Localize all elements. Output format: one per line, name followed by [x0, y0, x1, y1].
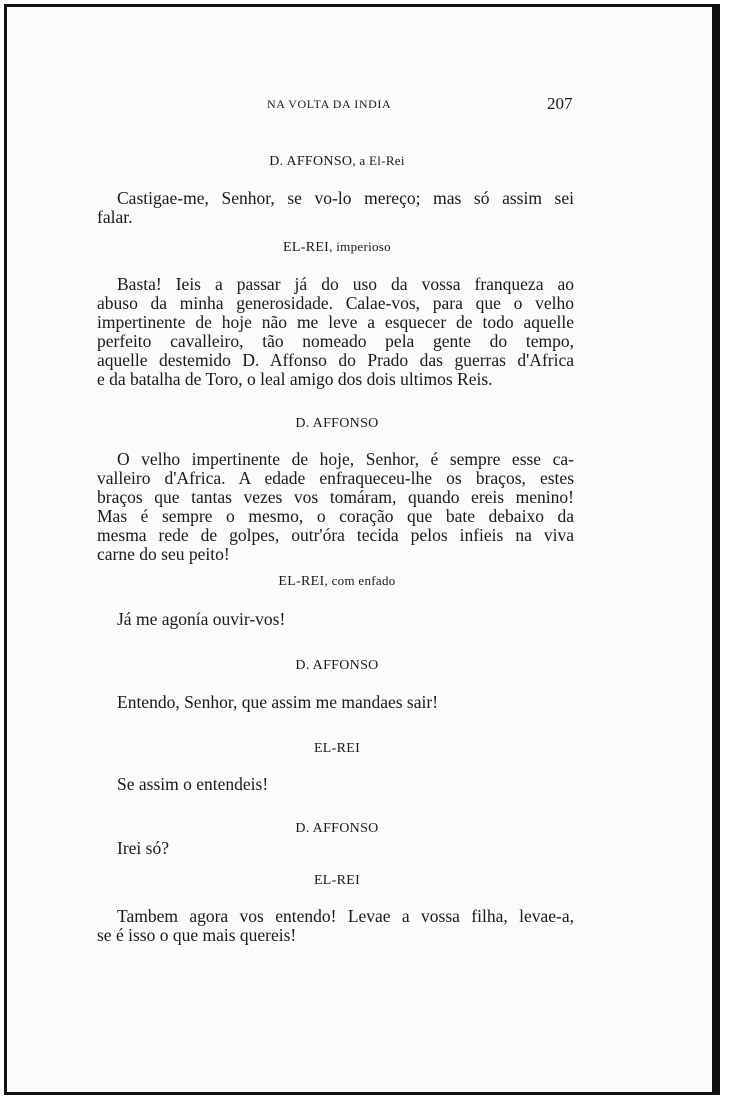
stage-direction: , com enfado: [324, 573, 396, 588]
page-header: [7, 94, 712, 117]
text-line: perfeito cavalleiro, tão nomeado pela gente do tempo,: [97, 331, 574, 351]
speaker-name: EL-REI: [313, 873, 361, 888]
speaker-heading: [107, 820, 567, 837]
stage-direction: , imperioso: [329, 239, 391, 254]
text-line: e da batalha de Toro, o leal amigo dos dois ultimos Reis.: [97, 369, 493, 389]
speaker-heading: [107, 573, 567, 590]
speaker-heading: [107, 239, 567, 256]
dialogue-paragraph: [97, 839, 574, 858]
speaker-name: D. AFFONSO: [295, 658, 379, 673]
text-line: Entendo, Senhor, que assim me mandaes sair!: [117, 692, 439, 712]
dialogue-paragraph: [97, 610, 574, 629]
text-line: se é isso o que mais quereis!: [97, 925, 297, 945]
text-line: Irei só?: [117, 838, 169, 858]
speaker-name: D. AFFONSO: [269, 154, 353, 169]
speaker-name: EL-REI: [278, 574, 325, 589]
text-line: Castigae-me, Senhor, se vo-lo mereço; mas só assim sei: [117, 188, 574, 208]
speaker-heading: [107, 740, 567, 757]
text-line: carne do seu peito!: [97, 544, 230, 564]
page-number: 207: [547, 94, 573, 113]
text-line: braços que tantas vezes vos tomáram, quando ereis menino!: [97, 487, 574, 507]
text-line: aquelle destemido D. Affonso do Prado das guerras d'Africa: [97, 350, 574, 370]
text-line: Já me agonía ouvir-vos!: [117, 609, 286, 629]
speaker-heading: [107, 657, 567, 674]
speaker-name: EL-REI: [283, 240, 330, 255]
speaker-name: EL-REI: [313, 741, 361, 756]
running-title: NA VOLTA DA INDIA: [267, 97, 392, 111]
dialogue-paragraph: [97, 189, 574, 227]
text-line: Se assim o entendeis!: [117, 774, 269, 794]
text-line: Basta! Ieis a passar já do uso da vossa franqueza ao: [117, 274, 574, 294]
speaker-heading: [107, 415, 567, 432]
text-line: impertinente de hoje não me leve a esquecer de todo aquelle: [97, 312, 574, 332]
text-line: Tambem agora vos entendo! Levae a vossa filha, levae-a,: [117, 906, 574, 926]
text-line: mesma rede de golpes, outr'óra tecida pelos infieis na viva: [97, 525, 574, 545]
text-line: O velho impertinente de hoje, Senhor, é sempre esse ca-: [117, 449, 574, 469]
stage-direction: , a El-Rei: [352, 153, 405, 168]
speaker-name: D. AFFONSO: [295, 416, 379, 431]
speaker-heading: [107, 153, 567, 170]
dialogue-paragraph: [97, 450, 574, 564]
dialogue-paragraph: [97, 275, 574, 389]
dialogue-paragraph: [97, 775, 574, 794]
dialogue-paragraph: [97, 693, 574, 712]
speaker-name: D. AFFONSO: [295, 821, 379, 836]
text-line: falar.: [97, 207, 133, 227]
text-line: abuso da minha generosidade. Calae-vos, para que o velho: [97, 293, 574, 313]
speaker-heading: [107, 872, 567, 889]
book-page: [4, 4, 720, 1095]
text-line: Mas é sempre o mesmo, o coração que bate debaixo da: [97, 506, 574, 526]
text-line: valleiro d'Africa. A edade enfraqueceu-lhe os braços, estes: [97, 468, 574, 488]
dialogue-paragraph: [97, 907, 574, 945]
